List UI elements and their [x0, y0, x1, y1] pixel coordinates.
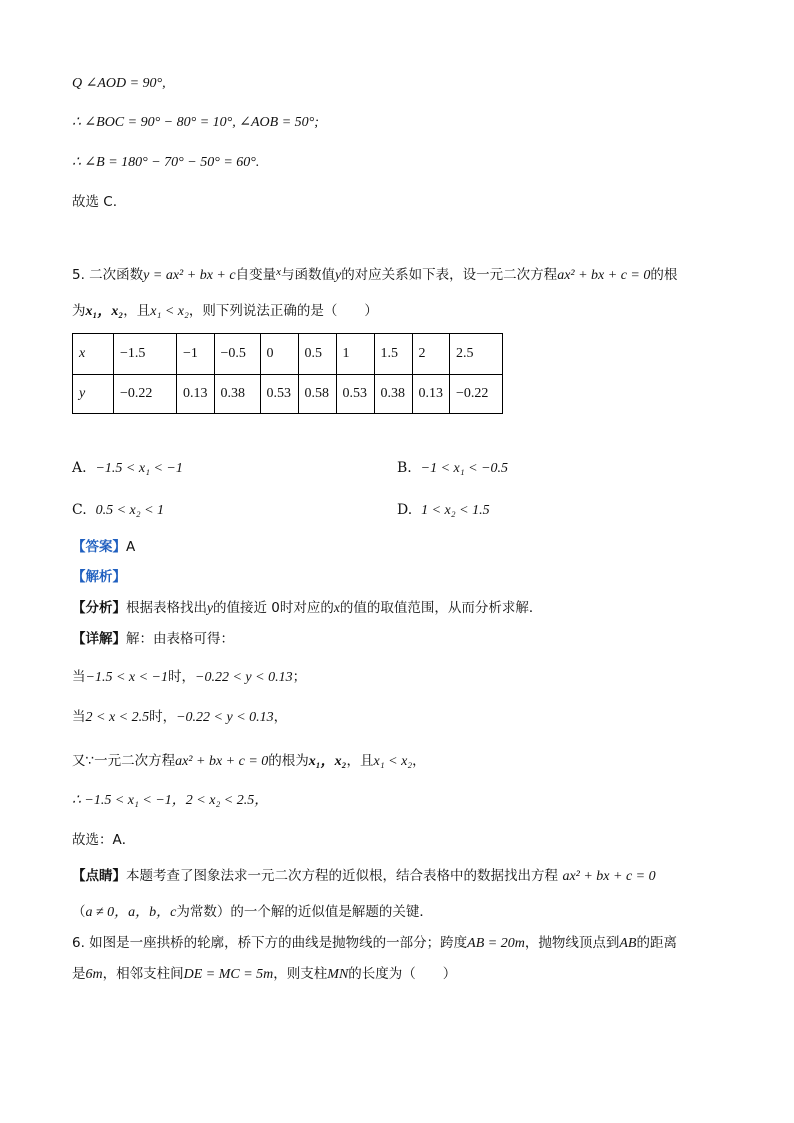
dianjing-text: （ [72, 904, 86, 920]
option-b[interactable] [397, 458, 508, 479]
q5-text: 的根 [650, 267, 678, 283]
q6-height: 6m [85, 967, 103, 982]
dianjing-line-2 [72, 902, 433, 923]
analysis-tag: 【解析】 [72, 569, 126, 585]
step-text: 当 [72, 709, 86, 725]
step-line-4: ∴ −1.5 < x₁ < −1，2 < x₂ < 2.5， [72, 793, 269, 808]
q6-text: 是 [72, 966, 86, 982]
choice-line: 故选：A． [72, 832, 136, 848]
fenxi-text: 根据表格找出 [126, 600, 207, 616]
q5-var-x: x [276, 266, 281, 278]
q6-text: 的距离 [636, 935, 677, 951]
fenxi-var-y: y [207, 600, 213, 615]
table-cell: 0 [260, 334, 298, 375]
solution-line-aod: Q ∠AOD = 90°, [72, 76, 166, 91]
dianjing-equation: ax² + bx + c = 0 [562, 869, 656, 884]
option-c[interactable] [72, 500, 164, 521]
table-cell: 0.13 [177, 375, 215, 414]
q6-text: 6. 如图是一座拱桥的轮廓，桥下方的曲线是抛物线的一部分；跨度 [72, 935, 468, 951]
table-cell: 1 [336, 334, 374, 375]
fenxi-text: 的值接近 0时对应的 [213, 600, 334, 616]
q5-text: 与函数值 [280, 267, 335, 283]
q5-stem-line1 [72, 262, 677, 286]
table-header-y: y [73, 375, 114, 414]
step-result: −0.22 < y < 0.13 [195, 670, 293, 685]
q6-text: 的长度为（ ） [348, 966, 457, 982]
table-row-x [73, 334, 503, 375]
step-line-2 [72, 707, 287, 728]
q5-roots: x₁，x₂ [85, 304, 124, 319]
option-letter: B. [397, 460, 412, 476]
q5-text: 自变量 [235, 267, 277, 283]
fenxi-tag: 【分析】 [72, 600, 126, 616]
option-a[interactable] [72, 458, 183, 479]
detail-text: 解：由表格可得： [126, 631, 234, 647]
dianjing-tag: 【点睛】 [72, 868, 126, 884]
dianjing-condition: a ≠ 0，a，b，c [85, 905, 177, 920]
q5-var-y: y [334, 268, 342, 283]
q6-segment-mn: MN [327, 967, 349, 982]
q5-root-condition: x₁ < x₂ [150, 304, 189, 319]
q6-text: ，则支柱 [273, 966, 328, 982]
step-line-1 [72, 667, 306, 688]
table-cell: 0.58 [298, 375, 336, 414]
table-row-y [73, 375, 503, 414]
q5-text: 为 [72, 303, 86, 319]
table-cell: 0.53 [260, 375, 298, 414]
q5-text: 5. 二次函数 [72, 267, 144, 283]
answer-value: A [126, 539, 136, 555]
step-text: 又∵一元二次方程 [72, 753, 176, 769]
q5-text: ，则下列说法正确的是（ ） [188, 303, 378, 319]
dianjing-text: 本题考查了图象法求一元二次方程的近似根，结合表格中的数据找出方程 [126, 868, 558, 884]
answer-line [72, 537, 135, 557]
step-text: 当 [72, 669, 86, 685]
step-roots: x₁，x₂ [308, 754, 347, 769]
q5-text: 的对应关系如下表，设一元二次方程 [341, 267, 558, 283]
q5-function: y = ax² + bx + c [143, 268, 236, 283]
step-line-3 [72, 751, 426, 772]
option-text: 1 < x₂ < 1.5 [421, 503, 490, 518]
solution-line-b: ∴ ∠B = 180° − 70° − 50° = 60°. [72, 155, 260, 170]
q6-text: ，相邻支柱间 [102, 966, 184, 982]
answer-tag: 【答案】 [72, 539, 126, 555]
step-text: ， [412, 753, 426, 769]
fenxi-line [72, 598, 542, 618]
value-table [72, 333, 503, 414]
option-text: 0.5 < x₂ < 1 [95, 503, 165, 518]
step-text: 时， [149, 709, 177, 725]
fenxi-var-x: x [333, 600, 340, 615]
step-result: −0.22 < y < 0.13 [176, 710, 274, 725]
table-cell: 0.38 [374, 375, 412, 414]
step-text: ，且 [346, 753, 374, 769]
q5-equation: ax² + bx + c = 0 [557, 268, 651, 283]
step-condition: 2 < x < 2.5 [85, 710, 150, 725]
solution-line-boc: ∴ ∠BOC = 90° − 80° = 10°, ∠AOB = 50°; [72, 115, 319, 130]
table-cell: 0.53 [336, 375, 374, 414]
step-text: ， [273, 709, 288, 725]
option-text: −1 < x₁ < −0.5 [420, 461, 509, 476]
q6-segment-ab: AB [619, 936, 637, 951]
table-cell: −0.22 [114, 375, 177, 414]
table-cell: −0.5 [214, 334, 260, 375]
table-cell: 0.38 [214, 375, 260, 414]
table-cell: 1.5 [374, 334, 412, 375]
q5-stem-line2 [72, 301, 378, 322]
q6-line-2 [72, 964, 456, 985]
table-cell: −0.22 [450, 375, 503, 414]
dianjing-line-1 [72, 866, 656, 887]
step-condition: −1.5 < x < −1 [85, 670, 169, 685]
option-letter: C. [72, 502, 87, 518]
table-cell: −1.5 [114, 334, 177, 375]
detail-tag: 【详解】 [72, 631, 126, 647]
table-cell: 2 [412, 334, 450, 375]
q6-span: AB = 20m [467, 936, 525, 951]
detail-line [72, 629, 234, 649]
option-d[interactable] [397, 500, 490, 521]
dianjing-text: 为常数）的一个解的近似值是解题的关键． [176, 904, 433, 920]
option-text: −1.5 < x₁ < −1 [95, 461, 183, 476]
table-header-x: x [73, 334, 114, 375]
table-cell: 2.5 [450, 334, 503, 375]
table-cell: 0.13 [412, 375, 450, 414]
q6-line-1 [72, 933, 677, 954]
option-letter: D. [397, 502, 413, 518]
solution-choice: 故选 C. [72, 194, 118, 210]
step-text: ； [292, 669, 307, 685]
step-condition: x₁ < x₂ [373, 754, 413, 769]
step-text: 时， [168, 669, 196, 685]
option-letter: A. [72, 460, 87, 476]
q5-text: ，且 [123, 303, 151, 319]
q6-text: ，抛物线顶点到 [524, 935, 620, 951]
table-cell: 0.5 [298, 334, 336, 375]
step-text: 的根为 [268, 753, 309, 769]
q6-spacing: DE = MC = 5m [183, 967, 274, 982]
table-cell: −1 [177, 334, 215, 375]
analysis-heading [72, 567, 126, 587]
fenxi-text: 的值的取值范围，从而分析求解． [339, 600, 543, 616]
step-equation: ax² + bx + c = 0 [175, 754, 269, 769]
